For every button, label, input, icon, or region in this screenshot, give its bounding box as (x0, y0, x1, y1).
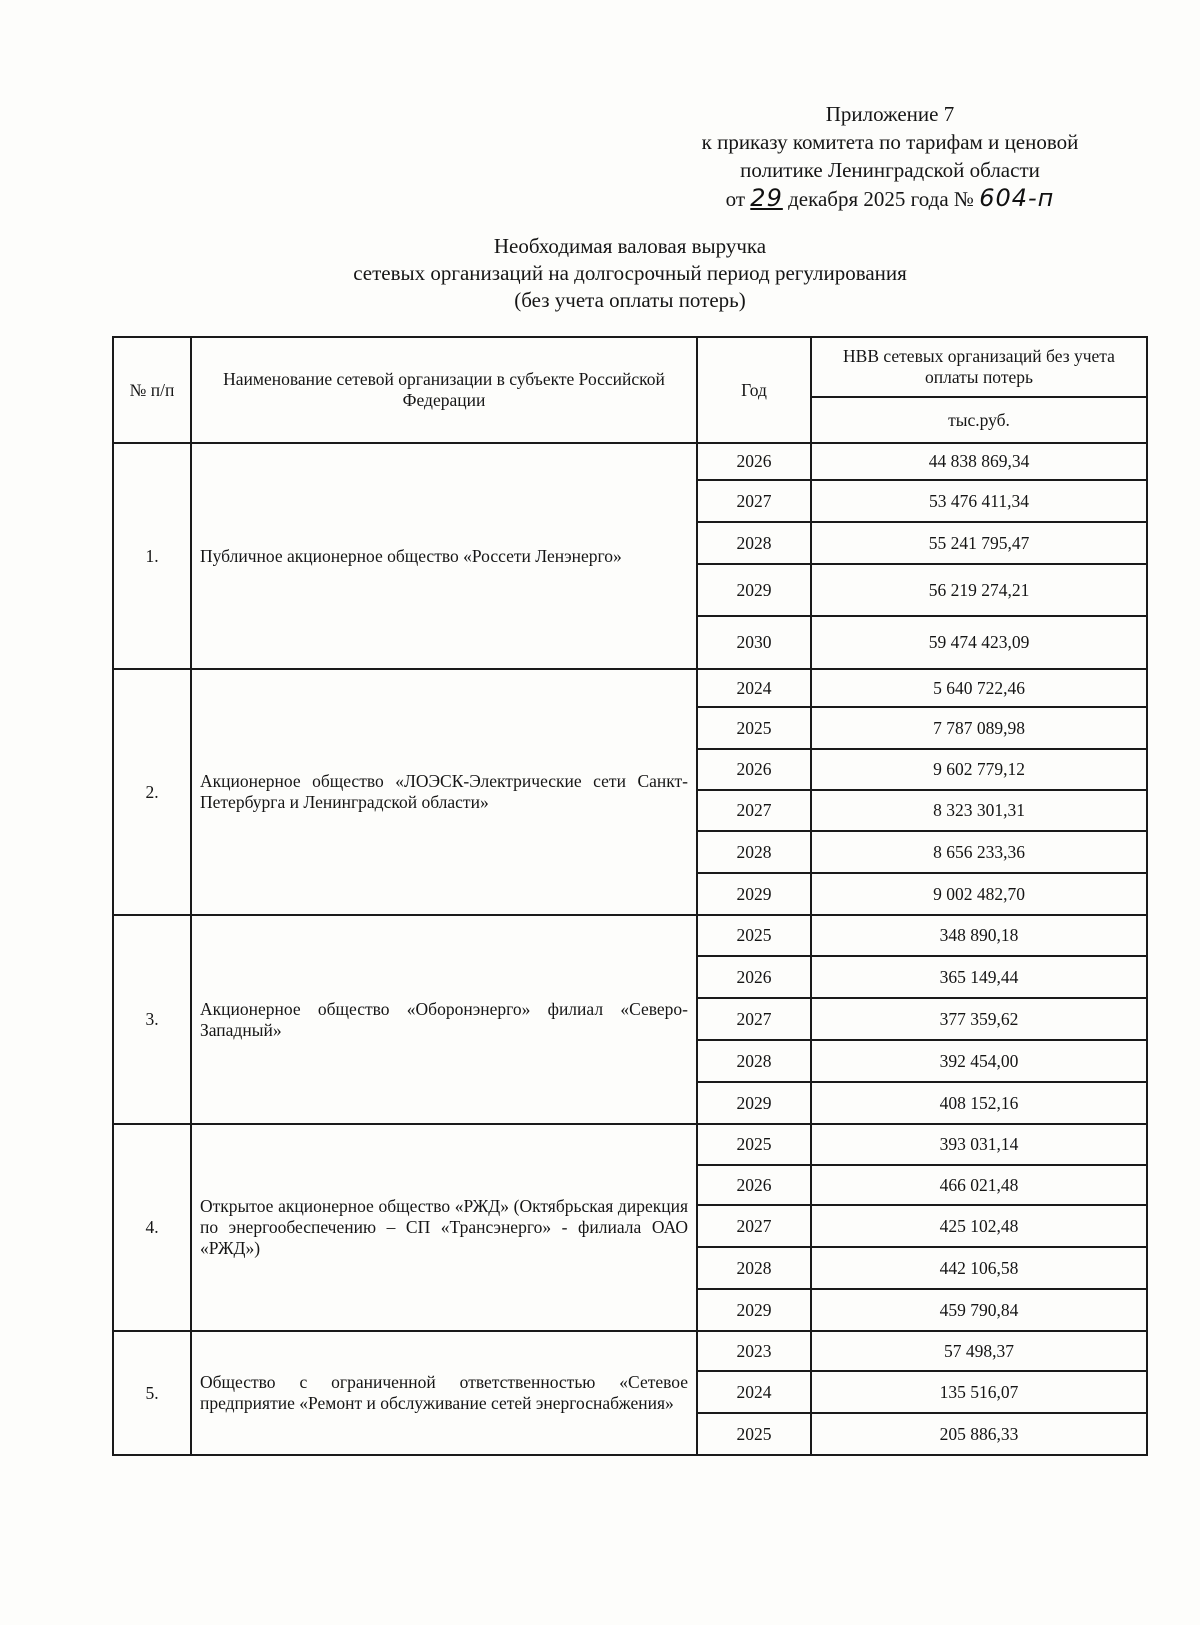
year-cell: 2026 (697, 443, 811, 480)
header-unit: тыс.руб. (811, 397, 1147, 443)
value-cell: 8 656 233,36 (811, 831, 1147, 873)
header-year: Год (697, 337, 811, 443)
table-row (113, 669, 1147, 707)
value-cell: 377 359,62 (811, 998, 1147, 1040)
year-cell: 2025 (697, 1124, 811, 1165)
title-line-1: Необходимая валовая выручка (493, 234, 767, 258)
year-cell: 2028 (697, 522, 811, 564)
value-cell: 392 454,00 (811, 1040, 1147, 1082)
org-number: 5. (113, 1331, 191, 1455)
value-cell: 135 516,07 (811, 1371, 1147, 1413)
value-cell: 466 021,48 (811, 1165, 1147, 1205)
year-cell: 2029 (697, 564, 811, 616)
header-number: № п/п (113, 337, 191, 443)
year-cell: 2028 (697, 1247, 811, 1289)
value-cell: 5 640 722,46 (811, 669, 1147, 707)
value-cell: 53 476 411,34 (811, 480, 1147, 522)
year-cell: 2025 (697, 1413, 811, 1455)
date-rest: декабря 2025 года № (788, 187, 974, 211)
value-cell: 459 790,84 (811, 1289, 1147, 1331)
value-cell: 9 002 482,70 (811, 873, 1147, 915)
value-cell: 7 787 089,98 (811, 707, 1147, 749)
header-name: Наименование сетевой организации в субъекте Российской Федерации (191, 337, 697, 443)
year-cell: 2024 (697, 669, 811, 707)
year-cell: 2029 (697, 873, 811, 915)
year-cell: 2026 (697, 1165, 811, 1205)
year-cell: 2027 (697, 998, 811, 1040)
value-cell: 408 152,16 (811, 1082, 1147, 1124)
appendix-date-line (640, 184, 1140, 213)
year-cell: 2030 (697, 616, 811, 669)
appendix-number: Приложение 7 (825, 102, 955, 126)
org-number: 3. (113, 915, 191, 1124)
year-cell: 2025 (697, 915, 811, 956)
table-row (113, 915, 1147, 956)
year-cell: 2028 (697, 1040, 811, 1082)
value-cell: 57 498,37 (811, 1331, 1147, 1371)
appendix-header (640, 100, 1140, 213)
table-body (113, 443, 1147, 1455)
table-row (113, 443, 1147, 480)
year-cell: 2029 (697, 1289, 811, 1331)
date-prefix: от (725, 187, 746, 211)
appendix-order-line: к приказу комитета по тарифам и ценовой (701, 130, 1079, 154)
value-cell: 44 838 869,34 (811, 443, 1147, 480)
value-cell: 442 106,58 (811, 1247, 1147, 1289)
table-row (113, 1124, 1147, 1165)
year-cell: 2026 (697, 956, 811, 998)
year-cell: 2023 (697, 1331, 811, 1371)
title-line-2: сетевых организаций на долгосрочный период регулирования (353, 261, 907, 285)
value-cell: 205 886,33 (811, 1413, 1147, 1455)
org-name: Открытое акционерное общество «РЖД» (Октябрьская дирекция по энергообеспечению – СП «Трансэнерго» - филиала ОАО «РЖД») (191, 1124, 697, 1331)
revenue-table (112, 336, 1148, 1456)
year-cell: 2028 (697, 831, 811, 873)
value-cell: 393 031,14 (811, 1124, 1147, 1165)
header-value: НВВ сетевых организаций без учета оплаты потерь (811, 337, 1147, 397)
appendix-committee-line: политике Ленинградской области (740, 158, 1040, 182)
value-cell: 55 241 795,47 (811, 522, 1147, 564)
title-line-3: (без учета оплаты потерь) (514, 288, 746, 312)
value-cell: 365 149,44 (811, 956, 1147, 998)
year-cell: 2024 (697, 1371, 811, 1413)
value-cell: 348 890,18 (811, 915, 1147, 956)
org-number: 1. (113, 443, 191, 669)
org-name: Публичное акционерное общество «Россети Ленэнерго» (191, 443, 697, 669)
year-cell: 2027 (697, 790, 811, 831)
value-cell: 56 219 274,21 (811, 564, 1147, 616)
org-number: 4. (113, 1124, 191, 1331)
handwritten-order-number: 604-п (979, 184, 1055, 212)
year-cell: 2026 (697, 749, 811, 790)
org-name: Акционерное общество «Оборонэнерго» филиал «Северо-Западный» (191, 915, 697, 1124)
value-cell: 59 474 423,09 (811, 616, 1147, 669)
table-row (113, 1331, 1147, 1371)
year-cell: 2029 (697, 1082, 811, 1124)
value-cell: 9 602 779,12 (811, 749, 1147, 790)
value-cell: 425 102,48 (811, 1205, 1147, 1247)
value-cell: 8 323 301,31 (811, 790, 1147, 831)
year-cell: 2025 (697, 707, 811, 749)
document-title (250, 233, 1010, 314)
org-name: Акционерное общество «ЛОЭСК-Электрические сети Санкт-Петербурга и Ленинградской области» (191, 669, 697, 915)
year-cell: 2027 (697, 1205, 811, 1247)
year-cell: 2027 (697, 480, 811, 522)
handwritten-day: 29 (750, 184, 783, 212)
org-number: 2. (113, 669, 191, 915)
table-header (113, 337, 1147, 443)
org-name: Общество с ограниченной ответственностью «Сетевое предприятие «Ремонт и обслуживание сетей энергоснабжения» (191, 1331, 697, 1455)
